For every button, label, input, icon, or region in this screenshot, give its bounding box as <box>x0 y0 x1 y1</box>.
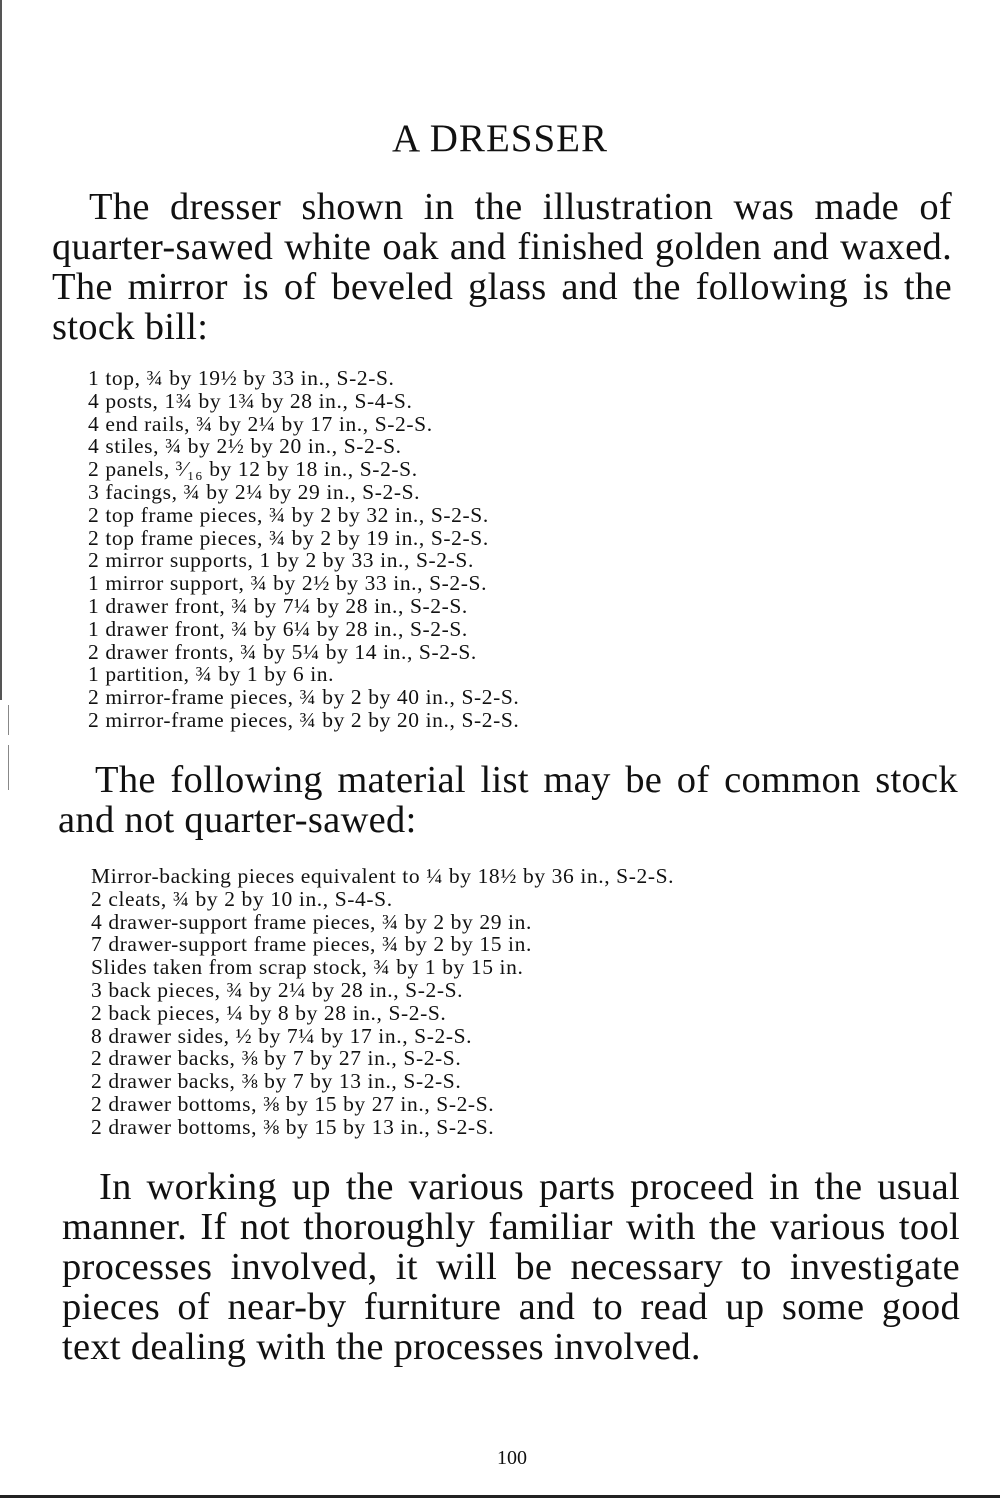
left-margin-tick <box>8 705 9 735</box>
list-item: 1 mirror support, ¾ by 2½ by 33 in., S-2-S. <box>88 571 488 596</box>
common-stock-paragraph: The following material list may be of common stock and not quarter-sawed: <box>58 759 958 841</box>
list-item: 2 drawer fronts, ¾ by 5¼ by 14 in., S-2-S. <box>88 639 477 664</box>
list-item: 2 mirror-frame pieces, ¾ by 2 by 20 in., S-2-S. <box>88 707 520 732</box>
list-item: 2 drawer backs, ⅜ by 7 by 13 in., S-2-S. <box>91 1069 462 1094</box>
list-item: 2 mirror supports, 1 by 2 by 33 in., S-2-S. <box>88 548 474 573</box>
list-item: 2 top frame pieces, ¾ by 2 by 19 in., S-2-S. <box>88 525 489 550</box>
list-item: 3 facings, ¾ by 2¼ by 29 in., S-2-S. <box>88 479 421 504</box>
common-stock-list <box>91 865 891 1139</box>
list-item: 2 back pieces, ¼ by 8 by 28 in., S-2-S. <box>91 1000 447 1025</box>
list-item: 2 top frame pieces, ¾ by 2 by 32 in., S-2-S. <box>88 502 489 527</box>
list-item: 1 drawer front, ¾ by 7¼ by 28 in., S-2-S. <box>88 593 468 618</box>
list-item: 2 mirror-frame pieces, ¾ by 2 by 40 in., S-2-S. <box>88 685 520 710</box>
bottom-rule <box>0 1495 1000 1498</box>
list-item: Slides taken from scrap stock, ¾ by 1 by 15 in. <box>91 955 524 980</box>
list-item: 4 end rails, ¾ by 2¼ by 17 in., S-2-S. <box>88 411 433 436</box>
page-title: A DRESSER <box>392 117 608 160</box>
list-item: 7 drawer-support frame pieces, ¾ by 2 by 15 in. <box>91 932 532 957</box>
list-item: 1 drawer front, ¾ by 6¼ by 28 in., S-2-S. <box>88 616 468 641</box>
list-item: 1 top, ¾ by 19½ by 33 in., S-2-S. <box>88 366 395 390</box>
closing-paragraph: In working up the various parts proceed in the usual manner. If not thoroughly familiar with the various tool processes involved, it will be necessary to investigate pieces of near-by furniture and to read up some good text dealing with the processes involved. <box>62 1166 960 1368</box>
stock-bill-list <box>88 367 788 732</box>
list-item: Mirror-backing pieces equivalent to ¼ by 18½ by 36 in., S-2-S. <box>91 864 675 888</box>
list-item: 2 drawer bottoms, ⅜ by 15 by 13 in., S-2-S. <box>91 1114 495 1139</box>
list-item: 2 panels, ³⁄₁₆ by 12 by 18 in., S-2-S. <box>88 457 418 482</box>
list-item: 4 drawer-support frame pieces, ¾ by 2 by 29 in. <box>91 909 532 934</box>
left-margin-tick <box>8 745 9 790</box>
list-item: 3 back pieces, ¾ by 2¼ by 28 in., S-2-S. <box>91 977 464 1002</box>
list-item: 8 drawer sides, ½ by 7¼ by 17 in., S-2-S. <box>91 1023 473 1048</box>
intro-paragraph: The dresser shown in the illustration was made of quarter-sawed white oak and finished golden and waxed. The mirror is of beveled glass and the following is the stock bill: <box>52 186 952 348</box>
left-margin-rule <box>0 0 2 700</box>
list-item: 4 posts, 1¾ by 1¾ by 28 in., S-4-S. <box>88 388 413 413</box>
list-item: 2 drawer bottoms, ⅜ by 15 by 27 in., S-2-S. <box>91 1091 495 1116</box>
page-number: 100 <box>497 1447 527 1469</box>
list-item: 1 partition, ¾ by 1 by 6 in. <box>88 662 335 687</box>
list-item: 2 drawer backs, ⅜ by 7 by 27 in., S-2-S. <box>91 1046 462 1071</box>
list-item: 4 stiles, ¾ by 2½ by 20 in., S-2-S. <box>88 434 402 459</box>
list-item: 2 cleats, ¾ by 2 by 10 in., S-4-S. <box>91 886 393 911</box>
